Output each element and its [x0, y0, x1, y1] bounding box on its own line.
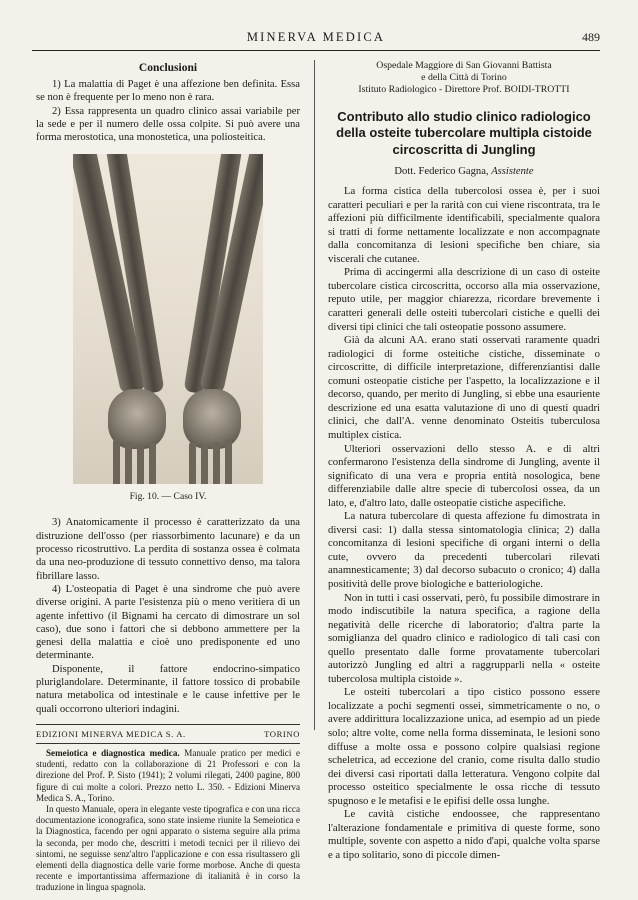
book-review: In questo Manuale, opera in elegante veste tipografica e con una ricca documentazione iconografica, sono state insieme riunite la Semeiotica e la Diagnostica, facendo per ogni apparato o sistema seguire alla prima la seconda, per modo che, descritti i metodi tecnici per il rilievo dei sintomi, ne seguisse senz'altro l'applicazione e con essa risultassero gli elementi della diagnostica delle varie forme morbose. Anche di questa recente e importantissima affermazione di italianità è in corso la traduzione in lingua spagnola. — [36, 803, 301, 893]
institution-line: e della Città di Torino — [421, 72, 507, 84]
book-title: Semeiotica e diagnostica medica. — [46, 747, 180, 758]
institution-line: Istituto Radiologico - Direttore Prof. BOIDI-TROTTI — [358, 84, 570, 96]
author-line — [328, 166, 600, 177]
book-details: Manuale pratico per medici e studenti, redatto con la collaborazione di 21 Professori e con la direzione del Prof. P. Sisto (1941); 2 volumi rilegati, 2400 pagine, 800 figure di cui molte a colori. Prezzo netto L. 350. - Edizioni Minerva Medica S. A., Torino. — [36, 747, 300, 803]
rule — [36, 743, 300, 744]
rule — [36, 724, 300, 725]
paragraph: Disponente, il fattore endocrino-simpatico pluriglandolare. Determinante, il fattore tossico di probabile natura metabolica od intestinale e le cause infettive per le quali occorrono ulteriori indagini. — [36, 663, 300, 715]
paragraph: La natura tubercolare di questa affezione fu dimostrata in diversi casi: 1) dalla stessa sintomatologia clinica; 2) dalla concomitanza di lesioni specifiche di organi interni o della cute, ovvero da precedenti tubercolari rilevati anamnesticamente; 3) dal decorso subacuto o cronico; 4) dalla positività delle prove biologiche e batteriologiche. — [328, 510, 600, 590]
book-notice — [36, 748, 300, 804]
publisher-name: EDIZIONI MINERVA MEDICA S. A. — [36, 728, 186, 739]
paragraph: Ulteriori osservazioni dello stesso A. e di altri confermarono l'esistenza della sindrome di Jungling, avente il significato di una vera e propria entità nosologica, bene differenziabile dalle altre specie di tubercolosi ossea, da un lato, e, d'altro lato, dalle osteopatie cistiche aspecifiche. — [328, 442, 600, 509]
left-column — [36, 60, 300, 894]
figure — [73, 154, 263, 502]
publisher-notice — [36, 748, 300, 894]
page-number: 489 — [582, 30, 600, 44]
paragraph: Le osteiti tubercolari a tipo cistico possono essere localizzate a pochi segmenti ossei, simmetricamente o no, o avere addirittura localizzazione unica, ad esempio ad un piede solo; altre volte, come nella forma disseminata, le lesioni sono diffuse a molte ossa e possono colpire qualsiasi regione scheletrica, ad eccezione del cranio, come risulta dallo studio dei diversi casi riportati dalla letteratura. Vengono colpite dal processo osteitico specialmente le ossa ricche di tessuto spugnoso e le metafisi e le epifisi delle ossa lunghe. — [328, 686, 600, 807]
paragraph: 2) Essa rappresenta un quadro clinico assai variabile per la sede e per il numero delle ossa colpite. Si può avere una forma merostotica, una monostetica, una poliosteitica. — [36, 105, 300, 144]
section-title: Conclusioni — [138, 62, 198, 74]
publisher-line — [36, 729, 300, 739]
paragraph: 3) Anatomicamente il processo è caratterizzato da una distruzione dell'osso (per riassorbimento lacunare) e da un processo ricostruttivo. La perdita di sostanza ossea è colmata da una neo-produzione di tessuto connettivo denso, ma talora fibrillare lasso. — [36, 517, 300, 582]
paragraph: 4) L'osteopatia di Paget è una sindrome che può avere diverse origini. A parte l'esistenza più o meno veritiera di un agente infettivo (il Bignami ha cercato di dimostrare un sol caso), due sono i fattori che si debbono ammettere per la genesi della malattia e cioè uno predisponente ed uno determinante. — [36, 583, 300, 662]
paragraph: Non in tutti i casi osservati, però, fu possibile dimostrare in modo indiscutibile la natura specifica, a ragione della negatività delle ricerche di laboratorio; d'altra parte la somiglianza del quadro clinico e radiologico di tali casi con quello presentato dalle forme provatamente tubercolari autorizzò Jungling ed altri a raggrupparli nella « osteite tubercolosa multipla cistoide ». — [328, 591, 600, 685]
publisher-city: TORINO — [264, 728, 300, 739]
institution-line: Ospedale Maggiore di San Giovanni Battista — [376, 60, 552, 71]
paragraph: Già da alcuni AA. erano stati osservati raramente quadri radiologici di forme osteitiche cistiche, disseminate o circoscritte, di difficile interpretazione, differenziantisi dalle comuni osteopatie cistiche per l'aspetto, la localizzazione e il decorso, quando, per merito di Jungling, si ebbe una esauriente descrizione ed una esatta valutazione di uno di questi quadri clinici, che dall'A. venne denominato Osteitis tuberculosa multiplex cistica. — [328, 334, 600, 441]
article-title: Contributo allo studio clinico radiologico della osteite tubercolare multipla cistoide circoscritta di Jungling — [336, 108, 592, 157]
paragraph: Prima di accingermi alla descrizione di un caso di osteite tubercolare cistica circoscritta, occorso alla mia osservazione, reputo utile, per maggior chiarezza, ricordare brevemente i caratteri generali delle osteiti tubercolari cistiche e quelli dei diversi tipi clinici che tali osteopatie possono assumere. — [328, 266, 600, 333]
xray-image — [73, 154, 263, 484]
paragraph: Le cavità cistiche endoossee, che rappresentano l'alterazione fondamentale e primitiva di queste forme, sono multiple, sovente con aspetto a nido d'api, qualche volta sparse e a tipo solitario, sono di piccole dimen- — [328, 808, 600, 861]
paragraph: La forma cistica della tubercolosi ossea è, per i suoi caratteri peculiari e per la rarità con cui viene riscontrata, tra le affezioni più difficilmente identificabili, specialmente qualora si tratti di forme nettamente localizzate e non accompagnate dalla concomitanza di lesioni specifiche ben chiare, sia viscerali che cutanee. — [328, 185, 600, 265]
author-role: Assistente — [491, 166, 534, 178]
running-header — [32, 28, 600, 51]
author-name: Dott. Federico Gagna, — [394, 166, 489, 178]
paragraph: 1) La malattia di Paget è una affezione ben definita. Essa se non è frequente per lo meno non è rara. — [36, 79, 300, 104]
column-divider — [314, 60, 315, 730]
figure-caption: Fig. 10. — Caso IV. — [129, 491, 207, 503]
journal-title: MINERVA MEDICA — [246, 30, 386, 44]
right-column — [328, 60, 600, 862]
